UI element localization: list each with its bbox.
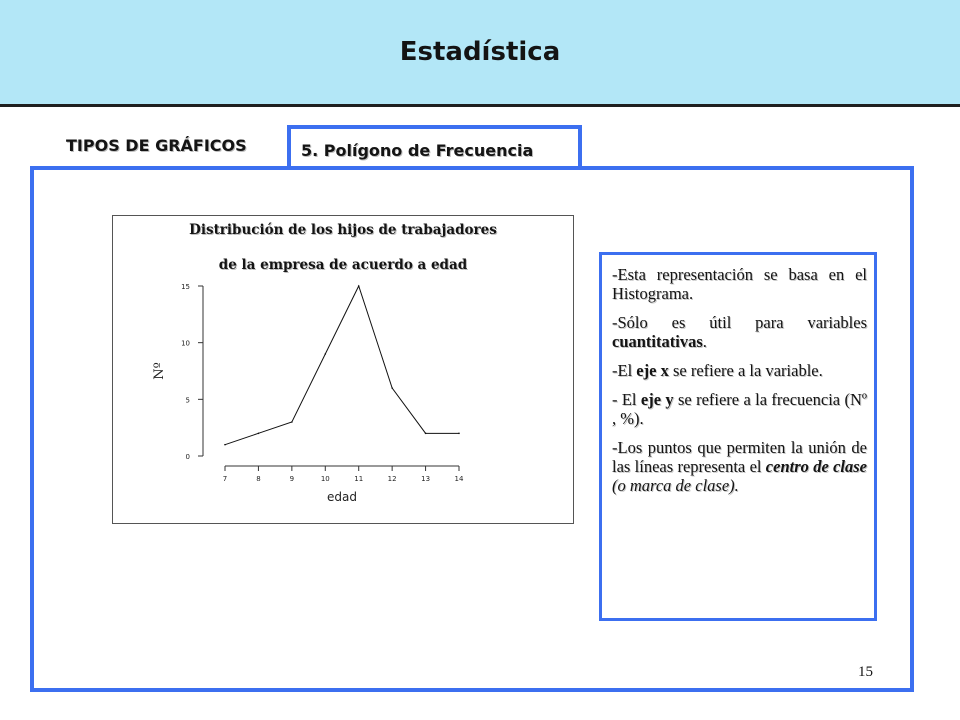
note-histogram: -Esta representación se basa en el Histograma.: [612, 265, 867, 303]
x-tick-label: 11: [354, 475, 364, 483]
x-axis-label: edad: [327, 490, 357, 504]
y-tick-label: 0: [185, 453, 190, 461]
subtopic-tab: [287, 125, 582, 166]
data-point: [258, 433, 260, 435]
frequency-polygon-line: [225, 286, 459, 445]
x-tick-label: 12: [387, 475, 397, 483]
data-point: [291, 421, 293, 423]
chart-title-line-2: de la empresa de acuerdo a edad: [218, 257, 468, 273]
note-class-center: -Los puntos que permiten la unión de las líneas representa el centro de clase (o marca de clase).: [612, 438, 867, 495]
note-quantitative: -Sólo es útil para variables cuantitativas.: [612, 313, 867, 351]
page-number: 15: [858, 664, 873, 680]
note-x-axis: -El eje x se refiere a la variable.: [612, 361, 823, 380]
data-point: [425, 433, 427, 435]
section-label: TIPOS DE GRÁFICOS: [66, 136, 247, 155]
data-point: [224, 444, 226, 446]
frequency-polygon-chart: [113, 216, 573, 523]
x-tick-label: 13: [421, 475, 431, 483]
data-point: [324, 353, 326, 355]
note-y-axis: - El eje y se refiere a la frecuencia (Nº , %).: [612, 390, 867, 428]
chart-panel: [112, 215, 574, 524]
page-title: Estadística: [399, 37, 561, 67]
y-tick-label: 5: [185, 396, 190, 405]
x-tick-label: 9: [289, 475, 295, 483]
x-tick-label: 7: [222, 475, 228, 483]
data-point: [458, 433, 460, 435]
y-tick-label: 15: [181, 283, 190, 291]
subtopic-tab-label: 5. Polígono de Frecuencia: [301, 141, 534, 160]
x-tick-label: 8: [256, 475, 261, 483]
data-point: [391, 387, 393, 389]
y-axis-label: Nº: [152, 362, 167, 380]
data-point: [358, 285, 360, 287]
x-tick-label: 10: [320, 475, 330, 483]
header-bar: [0, 0, 960, 107]
y-tick-label: 10: [181, 339, 190, 348]
chart-title-line-1: Distribución de los hijos de trabajadores: [189, 222, 497, 238]
notes-box: [599, 252, 877, 621]
x-tick-label: 14: [454, 475, 464, 483]
